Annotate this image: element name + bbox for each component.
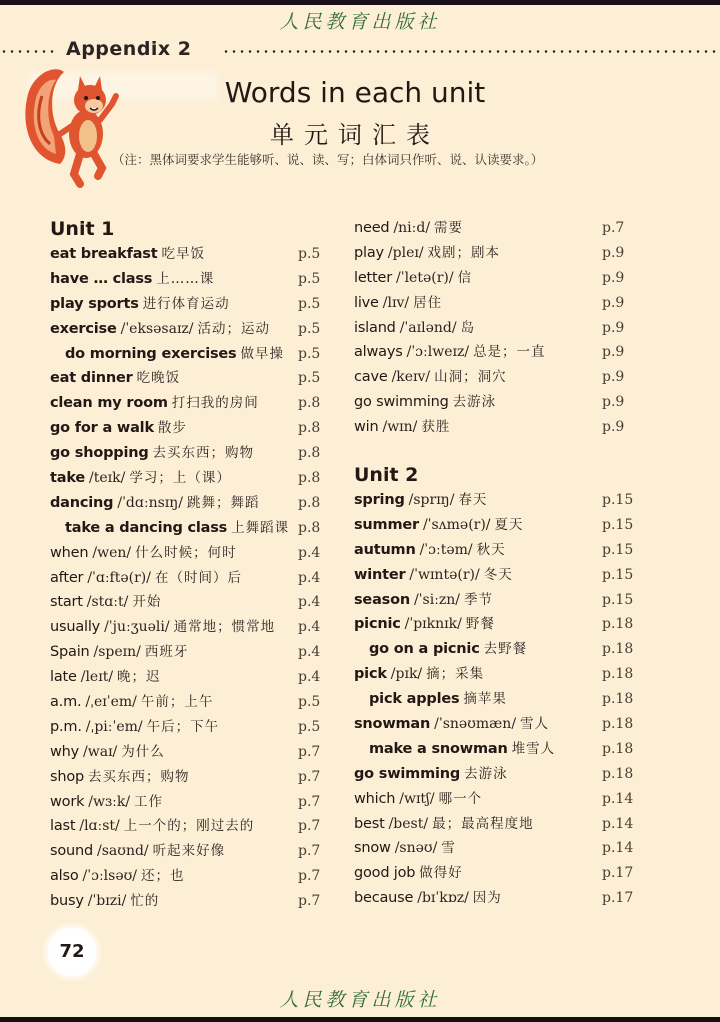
vocab-phonetic: /ˈɔːlweɪz/ <box>406 344 470 361</box>
vocab-translation: 为什么 <box>121 743 165 760</box>
vocab-word: snowman <box>354 716 431 733</box>
vocab-page-ref: p.8 <box>298 494 321 511</box>
vocab-translation: 还；也 <box>141 868 185 885</box>
vocab-word: play <box>354 244 384 261</box>
vocab-entry <box>50 466 340 491</box>
vocab-page-ref: p.5 <box>298 246 321 262</box>
vocab-page-ref: p.9 <box>602 344 625 361</box>
vocab-page-ref: p.15 <box>602 541 634 558</box>
vocab-word: clean my room <box>50 395 168 412</box>
vocab-page-ref: p.7 <box>602 220 625 236</box>
vocab-word: which <box>354 790 396 807</box>
vocab-translation: 学习；上（课） <box>129 470 231 487</box>
vocab-word: winter <box>354 566 406 583</box>
vocab-page-ref: p.5 <box>298 694 321 711</box>
vocab-word: snow <box>354 840 391 857</box>
vocab-word: shop <box>50 768 85 785</box>
vocab-page-ref: p.18 <box>602 765 634 782</box>
vocab-page-ref: p.5 <box>298 718 321 735</box>
page-title-chinese: 单元词汇表 <box>270 121 440 149</box>
vocab-entry <box>354 266 644 291</box>
vocab-translation: 午后；下午 <box>146 718 220 735</box>
vocab-phonetic: /ˈsʌmə(r)/ <box>422 516 491 533</box>
vocab-phonetic: /speɪn/ <box>93 644 141 661</box>
vocab-translation: 活动；运动 <box>197 320 271 337</box>
vocab-translation: 堆雪人 <box>511 740 556 757</box>
vocab-word: go for a walk <box>50 420 154 437</box>
vocab-word: go swimming <box>354 394 449 411</box>
vocab-word: spring <box>354 492 405 509</box>
vocab-word: after <box>50 569 84 586</box>
vocab-word: also <box>50 868 79 885</box>
vocab-translation: 做得好 <box>419 865 463 882</box>
vocab-word: a.m. <box>50 694 82 711</box>
vocab-page-ref: p.18 <box>602 740 634 757</box>
appendix-header <box>0 38 720 62</box>
vocab-word: summer <box>354 516 419 533</box>
vocab-phonetic: /ˈwɪntə(r)/ <box>409 566 480 583</box>
vocab-page-ref: p.5 <box>298 345 321 362</box>
vocab-page-ref: p.15 <box>602 566 634 583</box>
vocab-page-ref: p.9 <box>602 394 625 411</box>
vocab-phonetic: /sprɪŋ/ <box>408 492 455 509</box>
vocab-phonetic: /ˌeɪˈem/ <box>85 694 137 711</box>
vocab-translation: 雪 <box>441 840 456 857</box>
vocab-phonetic: /niːd/ <box>393 220 431 236</box>
vocab-translation: 山洞；洞穴 <box>434 369 507 386</box>
vocab-page-ref: p.18 <box>602 716 634 733</box>
vocab-translation: 上舞蹈课 <box>231 519 290 536</box>
vocab-entry <box>50 765 340 790</box>
vocab-phonetic: /ˈbɪzi/ <box>87 893 127 910</box>
vocab-translation: 需要 <box>434 220 464 236</box>
vocab-entry <box>50 317 340 342</box>
vocab-phonetic: /ˈdɑːnsɪŋ/ <box>117 494 183 511</box>
vocab-phonetic: /ˈɔːlsəʊ/ <box>82 868 138 885</box>
vocab-word: busy <box>50 893 84 910</box>
vocab-entry <box>354 216 644 241</box>
vocab-translation: 吃早饭 <box>161 246 205 262</box>
vocab-word: good job <box>354 865 416 882</box>
vocab-entry <box>354 687 644 712</box>
page-title: Words in each unit <box>224 76 486 109</box>
vocab-entry <box>50 640 340 665</box>
vocab-entry <box>354 415 644 440</box>
vocab-entry <box>354 612 644 637</box>
vocab-phonetic: /lɪv/ <box>382 294 410 311</box>
vocab-entry <box>354 241 644 266</box>
vocab-phonetic: /ˈsnəʊmæn/ <box>434 716 517 733</box>
vocab-translation: 去游泳 <box>452 394 497 411</box>
vocab-page-ref: p.14 <box>602 815 634 832</box>
vocab-translation: 夏天 <box>494 516 524 533</box>
vocab-word: live <box>354 294 379 311</box>
word-list <box>354 488 644 911</box>
vocab-entry <box>50 292 340 317</box>
vocab-word: p.m. <box>50 718 82 735</box>
vocab-entry <box>354 737 644 762</box>
vocab-word: make a snowman <box>369 740 508 757</box>
vocab-entry <box>50 814 340 839</box>
vocab-entry <box>354 812 644 837</box>
vocab-entry <box>354 762 644 787</box>
publisher-logo-top: 人民教育出版社 <box>279 11 441 33</box>
unit-heading: Unit 2 <box>354 464 419 487</box>
vocab-translation: 因为 <box>472 890 502 907</box>
vocab-phonetic: /wen/ <box>92 544 132 561</box>
vocab-translation: 总是；一直 <box>473 344 546 361</box>
vocab-translation: 吃晚饭 <box>136 370 181 387</box>
vocab-word: why <box>50 743 80 760</box>
vocab-entry <box>354 365 644 390</box>
vocab-translation: 上一个的；刚过去的 <box>123 818 255 835</box>
vocab-translation: 雪人 <box>520 716 550 733</box>
vocab-page-ref: p.18 <box>602 691 634 708</box>
vocab-page-ref: p.7 <box>298 818 321 835</box>
vocab-entry <box>50 441 340 466</box>
vocab-translation: 信 <box>457 269 473 286</box>
right-column <box>354 216 644 911</box>
vocab-word: win <box>354 419 379 436</box>
vocab-translation: 晚；迟 <box>117 669 161 686</box>
vocab-word: sound <box>50 843 94 860</box>
vocab-page-ref: p.7 <box>298 893 321 910</box>
vocab-translation: 居住 <box>413 294 443 311</box>
vocab-word: do morning exercises <box>65 345 237 362</box>
section-spacer <box>354 440 644 462</box>
vocab-phonetic: /wɜːk/ <box>88 793 131 810</box>
vocab-phonetic: /leɪt/ <box>80 669 114 686</box>
vocab-entry <box>50 516 340 541</box>
vocab-entry <box>354 390 644 415</box>
vocab-entry <box>50 541 340 566</box>
vocab-entry <box>50 740 340 765</box>
vocab-entry <box>50 690 340 715</box>
vocab-translation: 春天 <box>458 492 488 509</box>
vocab-translation: 开始 <box>132 594 162 611</box>
vocab-translation: 最；最高程度地 <box>432 815 534 832</box>
vocab-entry <box>50 839 340 864</box>
vocab-entry <box>354 886 644 911</box>
vocab-translation: 哪一个 <box>438 790 483 807</box>
vocab-entry <box>50 342 340 367</box>
vocab-page-ref: p.8 <box>298 395 321 412</box>
vocab-word: go on a picnic <box>369 641 480 658</box>
vocab-translation: 西班牙 <box>144 644 189 661</box>
vocab-word: eat dinner <box>50 370 133 387</box>
vocab-translation: 通常地；惯常地 <box>173 619 276 636</box>
vocab-phonetic: /waɪ/ <box>83 743 118 760</box>
vocab-page-ref: p.14 <box>602 840 634 857</box>
unit-heading: Unit 1 <box>50 218 115 240</box>
publisher-logo-bottom: 人民教育出版社 <box>279 989 441 1011</box>
vocab-word: pick <box>354 666 387 683</box>
vocab-translation: 上……课 <box>156 270 215 287</box>
vocab-word: season <box>354 591 410 608</box>
vocab-phonetic: /ˈpɪknɪk/ <box>404 616 462 633</box>
vocab-page-ref: p.17 <box>602 890 634 907</box>
vocab-translation: 秋天 <box>476 541 506 558</box>
vocab-translation: 去买东西；购物 <box>88 768 190 785</box>
vocab-word: always <box>354 344 403 361</box>
vocab-page-ref: p.7 <box>298 843 321 860</box>
vocab-page-ref: p.4 <box>298 569 321 586</box>
vocab-word: usually <box>50 619 101 636</box>
vocab-entry <box>354 588 644 613</box>
vocab-page-ref: p.4 <box>298 619 321 636</box>
word-list <box>354 216 644 440</box>
vocab-entry <box>50 715 340 740</box>
word-list <box>50 242 340 914</box>
vocab-entry <box>354 836 644 861</box>
top-border <box>0 0 720 5</box>
vocab-phonetic: /snəʊ/ <box>394 840 438 857</box>
dotted-rule-left <box>0 50 58 53</box>
vocab-translation: 获胜 <box>421 419 451 436</box>
vocab-word: Spain <box>50 644 90 661</box>
vocab-phonetic: /teɪk/ <box>89 470 126 487</box>
vocab-entry <box>50 590 340 615</box>
vocab-word: go shopping <box>50 445 149 462</box>
vocab-entry <box>354 787 644 812</box>
vocab-phonetic: /ˈjuːʒuəli/ <box>104 619 170 636</box>
vocab-page-ref: p.7 <box>298 743 321 760</box>
page-number: 72 <box>48 928 96 976</box>
vocab-word: take <box>50 470 86 487</box>
vocab-translation: 冬天 <box>483 566 513 583</box>
vocab-page-ref: p.15 <box>602 492 634 509</box>
vocab-word: late <box>50 669 77 686</box>
vocab-word: last <box>50 818 76 835</box>
vocab-word: when <box>50 544 89 561</box>
vocab-page-ref: p.7 <box>298 768 321 785</box>
vocab-page-ref: p.7 <box>298 793 321 810</box>
vocab-translation: 野餐 <box>465 616 495 633</box>
dotted-rule-right <box>222 50 720 53</box>
appendix-label: Appendix 2 <box>66 38 192 60</box>
vocab-translation: 戏剧；剧本 <box>427 244 501 261</box>
vocab-translation: 什么时候；何时 <box>135 544 237 561</box>
bottom-border <box>0 1017 720 1022</box>
vocab-translation: 跳舞；舞蹈 <box>186 494 260 511</box>
vocab-word: picnic <box>354 616 401 633</box>
vocab-translation: 进行体育运动 <box>142 295 230 312</box>
vocab-word: eat breakfast <box>50 246 158 262</box>
vocab-phonetic: /best/ <box>388 815 429 832</box>
vocab-page-ref: p.9 <box>602 369 625 386</box>
vocab-page-ref: p.17 <box>602 865 634 882</box>
vocab-translation: 做早操 <box>240 345 284 362</box>
vocab-page-ref: p.18 <box>602 641 634 658</box>
vocab-entry <box>50 242 340 267</box>
vocab-page-ref: p.8 <box>298 519 321 536</box>
vocab-page-ref: p.5 <box>298 270 321 287</box>
vocab-word: need <box>354 220 390 236</box>
vocab-page-ref: p.9 <box>602 244 625 261</box>
vocab-phonetic: /ˈaɪlənd/ <box>399 319 457 336</box>
vocab-entry <box>50 790 340 815</box>
vocab-translation: 忙的 <box>130 893 160 910</box>
vocab-translation: 摘苹果 <box>463 691 507 708</box>
vocab-phonetic: /bɪˈkɒz/ <box>417 890 469 907</box>
vocab-word: autumn <box>354 541 416 558</box>
vocab-translation: 工作 <box>134 793 164 810</box>
vocab-entry <box>354 488 644 513</box>
vocab-page-ref: p.15 <box>602 516 634 533</box>
vocab-phonetic: /lɑːst/ <box>79 818 120 835</box>
vocab-translation: 季节 <box>464 591 494 608</box>
vocab-phonetic: /ˈletə(r)/ <box>396 269 454 286</box>
vocab-entry <box>354 316 644 341</box>
vocab-phonetic: /ˈeksəsaɪz/ <box>120 320 194 337</box>
vocab-entry <box>354 712 644 737</box>
vocab-page-ref: p.9 <box>602 269 625 286</box>
vocab-entry <box>354 861 644 886</box>
vocab-phonetic: /stɑːt/ <box>86 594 129 611</box>
vocab-word: play sports <box>50 295 139 312</box>
vocab-word: dancing <box>50 494 114 511</box>
vocab-page-ref: p.7 <box>298 868 321 885</box>
vocab-page-ref: p.8 <box>298 420 321 437</box>
vocab-page-ref: p.4 <box>298 594 321 611</box>
vocab-page-ref: p.9 <box>602 319 625 336</box>
vocab-page-ref: p.18 <box>602 666 634 683</box>
vocab-word: pick apples <box>369 691 460 708</box>
vocab-phonetic: /pleɪ/ <box>387 244 424 261</box>
vocab-translation: 听起来好像 <box>152 843 226 860</box>
vocab-entry <box>50 391 340 416</box>
vocab-page-ref: p.4 <box>298 544 321 561</box>
vocab-page-ref: p.5 <box>298 320 321 337</box>
vocab-word: letter <box>354 269 393 286</box>
vocab-translation: 去野餐 <box>483 641 528 658</box>
vocab-page-ref: p.4 <box>298 644 321 661</box>
vocab-word: go swimming <box>354 765 461 782</box>
vocab-word: start <box>50 594 83 611</box>
usage-note: （注：黑体词要求学生能够听、说、读、写；白体词只作听、说、认读要求。） <box>112 152 544 167</box>
vocab-page-ref: p.9 <box>602 294 625 311</box>
vocab-word: island <box>354 319 396 336</box>
vocab-page-ref: p.18 <box>602 616 634 633</box>
vocab-translation: 去买东西；购物 <box>152 445 255 462</box>
vocab-page-ref: p.5 <box>298 370 321 387</box>
vocab-entry <box>354 291 644 316</box>
vocab-page-ref: p.14 <box>602 790 634 807</box>
vocab-entry <box>50 665 340 690</box>
vocab-entry <box>354 340 644 365</box>
vocab-word: work <box>50 793 85 810</box>
vocab-word: because <box>354 890 414 907</box>
vocab-phonetic: /wɪn/ <box>382 419 418 436</box>
vocab-page-ref: p.4 <box>298 669 321 686</box>
vocab-entry <box>50 615 340 640</box>
vocab-word: take a dancing class <box>65 519 228 536</box>
vocab-phonetic: /ˌpiːˈem/ <box>85 718 143 735</box>
vocab-translation: 岛 <box>460 319 476 336</box>
vocab-translation: 散步 <box>157 420 187 437</box>
vocab-page-ref: p.8 <box>298 470 321 487</box>
vocab-phonetic: /pɪk/ <box>390 666 423 683</box>
vocab-phonetic: /keɪv/ <box>391 369 431 386</box>
vocab-phonetic: /ˈɑːftə(r)/ <box>87 569 151 586</box>
vocab-entry <box>50 889 340 914</box>
vocab-entry <box>354 662 644 687</box>
vocab-translation: 去游泳 <box>464 765 508 782</box>
vocab-word: have … class <box>50 270 153 287</box>
vocab-page-ref: p.5 <box>298 295 321 312</box>
vocab-entry <box>354 538 644 563</box>
vocab-word: exercise <box>50 320 117 337</box>
vocab-phonetic: /saʊnd/ <box>97 843 149 860</box>
vocab-translation: 摘；采集 <box>426 666 485 683</box>
vocab-page-ref: p.9 <box>602 419 625 436</box>
vocab-entry <box>354 563 644 588</box>
vocab-word: cave <box>354 369 388 386</box>
vocab-entry <box>50 267 340 292</box>
vocab-entry <box>50 864 340 889</box>
vocab-entry <box>354 637 644 662</box>
vocab-entry <box>354 513 644 538</box>
vocab-phonetic: /wɪtʃ/ <box>399 790 435 807</box>
vocab-entry <box>50 566 340 591</box>
vocab-translation: 打扫我的房间 <box>171 395 259 412</box>
vocab-page-ref: p.15 <box>602 591 634 608</box>
vocab-entry <box>50 416 340 441</box>
vocab-translation: 午前；上午 <box>140 694 214 711</box>
vocab-phonetic: /ˈsiːzn/ <box>413 591 461 608</box>
vocab-page-ref: p.8 <box>298 445 321 462</box>
vocab-entry <box>50 491 340 516</box>
vocab-entry <box>50 366 340 391</box>
vocab-word: best <box>354 815 385 832</box>
left-column <box>50 216 340 914</box>
vocab-translation: 在（时间）后 <box>154 569 242 586</box>
vocab-phonetic: /ˈɔːtəm/ <box>419 541 473 558</box>
